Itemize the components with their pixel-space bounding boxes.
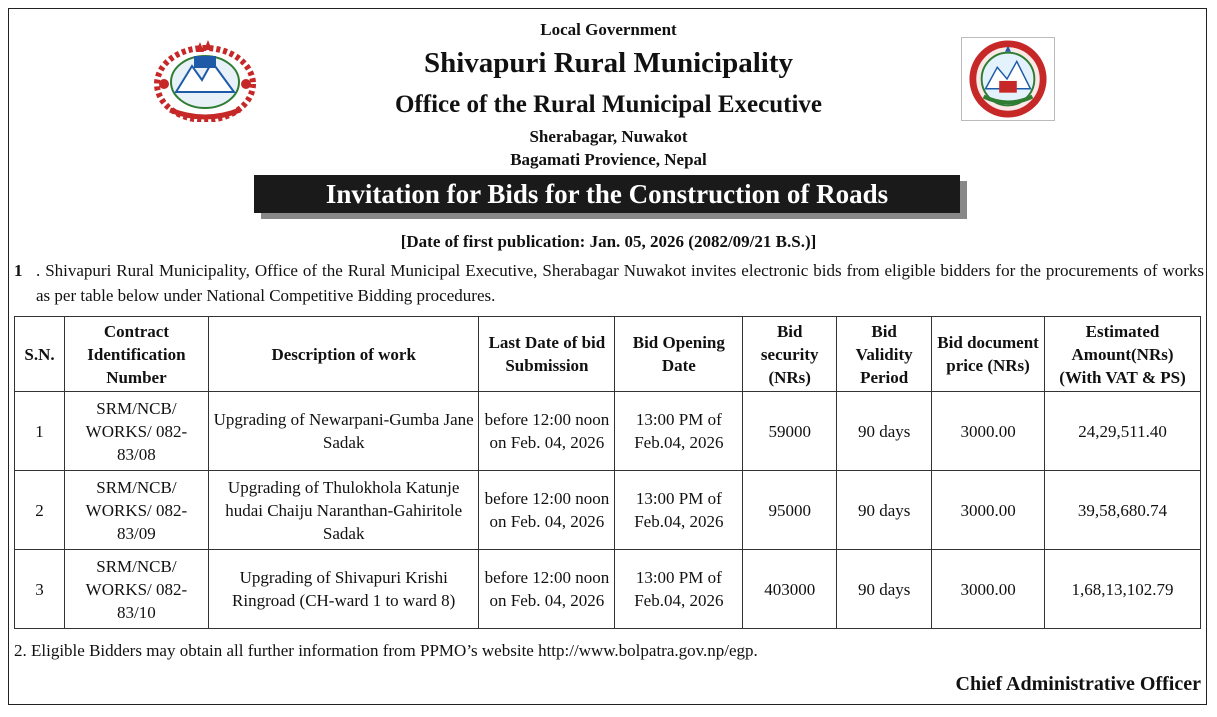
header-sn: S.N. bbox=[15, 317, 65, 392]
header-last-date: Last Date of bid Submission bbox=[479, 317, 615, 392]
info-paragraph: 2. Eligible Bidders may obtain all further information from PPMO’s website http://www.bolpatra.gov.np/egp. bbox=[14, 641, 758, 660]
cell-doc-price: 3000.00 bbox=[932, 392, 1045, 471]
signature-title: Chief Administrative Officer bbox=[955, 673, 1201, 695]
cell-sn: 2 bbox=[15, 471, 65, 550]
cell-doc-price: 3000.00 bbox=[932, 550, 1045, 629]
address-line-1: Sherabagar, Nuwakot bbox=[529, 127, 688, 146]
cell-contract-id: SRM/NCB/ WORKS/ 082-83/10 bbox=[64, 550, 208, 629]
cell-last-date: before 12:00 noon on Feb. 04, 2026 bbox=[479, 550, 615, 629]
cell-opening-date: 13:00 PM of Feb.04, 2026 bbox=[615, 392, 743, 471]
cell-validity: 90 days bbox=[837, 550, 932, 629]
intro-paragraph-text: . Shivapuri Rural Municipality, Office of the Rural Municipal Executive, Sherabagar Nuwakot invites electronic bids from eligible bidders for the procurements of works as per table below under National Competitive Bidding procedures. bbox=[36, 261, 1204, 305]
cell-validity: 90 days bbox=[837, 392, 932, 471]
cell-estimate: 39,58,680.74 bbox=[1045, 471, 1201, 550]
cell-security: 95000 bbox=[743, 471, 837, 550]
header-description: Description of work bbox=[208, 317, 479, 392]
table-header-row bbox=[15, 317, 1201, 392]
publication-date: [Date of first publication: Jan. 05, 2026 (2082/09/21 B.S.)] bbox=[400, 232, 817, 251]
cell-estimate: 24,29,511.40 bbox=[1045, 392, 1201, 471]
cell-sn: 3 bbox=[15, 550, 65, 629]
bids-table bbox=[14, 316, 1201, 629]
cell-opening-date: 13:00 PM of Feb.04, 2026 bbox=[615, 471, 743, 550]
cell-opening-date: 13:00 PM of Feb.04, 2026 bbox=[615, 550, 743, 629]
header-doc-price: Bid document price (NRs) bbox=[932, 317, 1045, 392]
cell-sn: 1 bbox=[15, 392, 65, 471]
table-row bbox=[15, 392, 1201, 471]
cell-description: Upgrading of Thulokhola Katunje hudai Chaiju Naranthan-Gahiritole Sadak bbox=[208, 471, 479, 550]
cell-security: 403000 bbox=[743, 550, 837, 629]
header-security: Bid security (NRs) bbox=[743, 317, 837, 392]
header-contract-id: Contract Identification Number bbox=[64, 317, 208, 392]
header-opening-date: Bid Opening Date bbox=[615, 317, 743, 392]
intro-paragraph bbox=[14, 258, 1204, 308]
header-validity: Bid Validity Period bbox=[837, 317, 932, 392]
cell-last-date: before 12:00 noon on Feb. 04, 2026 bbox=[479, 471, 615, 550]
table-row bbox=[15, 550, 1201, 629]
cell-validity: 90 days bbox=[837, 471, 932, 550]
table-row bbox=[15, 471, 1201, 550]
address-line-2: Bagamati Provience, Nepal bbox=[510, 150, 707, 169]
local-government-label: Local Government bbox=[540, 20, 677, 39]
office-title: Office of the Rural Municipal Executive bbox=[394, 91, 822, 118]
header-estimate: Estimated Amount(NRs) (With VAT & PS) bbox=[1045, 317, 1201, 392]
cell-doc-price: 3000.00 bbox=[932, 471, 1045, 550]
cell-estimate: 1,68,13,102.79 bbox=[1045, 550, 1201, 629]
paragraph-number: 1 bbox=[14, 261, 23, 280]
notice-banner-title: Invitation for Bids for the Construction of Roads bbox=[254, 175, 960, 213]
cell-last-date: before 12:00 noon on Feb. 04, 2026 bbox=[479, 392, 615, 471]
cell-description: Upgrading of Shivapuri Krishi Ringroad (CH-ward 1 to ward 8) bbox=[208, 550, 479, 629]
cell-contract-id: SRM/NCB/ WORKS/ 082-83/09 bbox=[64, 471, 208, 550]
municipality-title: Shivapuri Rural Municipality bbox=[423, 47, 793, 79]
cell-security: 59000 bbox=[743, 392, 837, 471]
cell-description: Upgrading of Newarpani-Gumba Jane Sadak bbox=[208, 392, 479, 471]
cell-contract-id: SRM/NCB/ WORKS/ 082-83/08 bbox=[64, 392, 208, 471]
